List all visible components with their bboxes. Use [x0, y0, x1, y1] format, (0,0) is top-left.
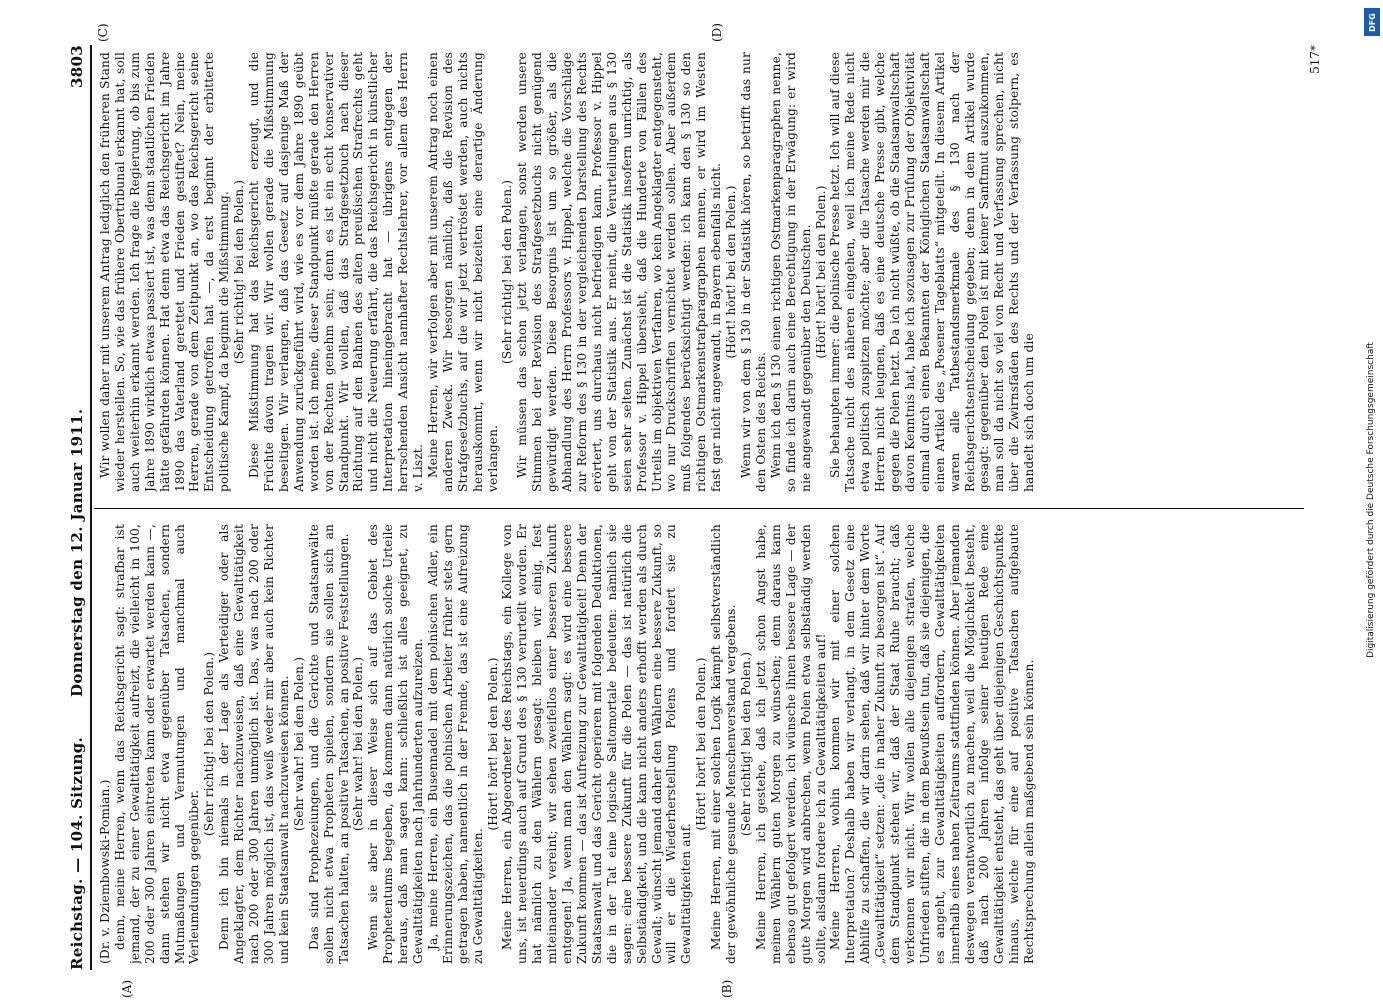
interjection: (Hört! hört! bei den Polen.)	[485, 657, 500, 831]
credit-text: Digitalisierung gefördert durch die Deutsche Forschungsgemeinschaft	[1366, 342, 1376, 658]
page-content	[60, 23, 1322, 998]
interjection: (Sehr richtig! bei den Polen.)	[500, 179, 515, 365]
paragraph: Meine Herren, wir verfolgen aber mit unserem Antrag noch einen anderen Zweck. Wir besorgen nämlich, daß die Revision des Strafgesetzbuchs, auf die wir jetzt vertröstet werden, auch nichts herauskommt, wenn wir nicht beizeiten eine derartige Änderung verlangen.	[425, 52, 500, 492]
interjection: (Sehr richtig! bei den Polen.)	[738, 651, 753, 837]
margin-marker-a: (A)	[120, 979, 134, 998]
page-header	[60, 45, 86, 970]
interjection: (Sehr richtig! bei den Polen.)	[202, 651, 217, 837]
paragraph: Wir müssen das schon jetzt verlangen, sonst werden unsere Stimmen bei der Revision des Strafgesetzbuchs nicht genügend gewürdigt werden. Diese Besorgnis ist um so größer, als die Abhandlung des Herrn Professors v. Hippel, welche die Vorschläge zur Reform des § 130 in der vergleichenden Darstellung des Rechts erörtert, uns durchaus nicht befriedigen kann. Professor v. Hippel geht von der Statistik aus. Er meint, die Verurteilungen aus § 130 seien sehr selten. Zunächst ist die Statistik insofern unrichtig, als Professor v. Hippel übersieht, daß die Hunderte von Fällen des Urteils im objektiven Verfahren, wo kein Angeklagter entgegensteht, wo nur Druckschriften vernichtet werden sollen. Aber außerdem muß folgendes berücksichtigt werden: ich kann den § 130 so den richtigen Ostmarkenstrafparagraphen nennen, er wird im Westen fast gar nicht angewandt, in Bayern ebenfalls nicht.	[515, 52, 724, 492]
page-number: 3803	[68, 45, 86, 88]
interjection: (Hört! hört! bei den Polen.)	[694, 657, 709, 831]
paragraph: Wenn wir von dem § 130 in der Statistik hören, so betrifft das nur den Osten des Reichs.	[738, 52, 768, 492]
interjection: (Sehr wahr! bei den Polen.)	[351, 656, 366, 832]
header-rule	[90, 45, 92, 970]
paragraph: Meine Herren, ich gestehe, daß ich jetzt schon Angst habe, meinen Wählern guten Morgen zu wünschen; denn daraus kann ebenso gut gefolgert werden, ich wünsche ihnen bessere Lage — der gute Morgen wird anbrechen, wenn Polen etwa selbständig werden sollte, alsdann fordere ich zu Gewalttätigkeiten auf!	[753, 524, 828, 964]
paragraph: Wenn sie aber in dieser Weise sich auf das Gebiet des Prophetentums begeben, da kommen dann natürlich solche Urteile heraus, daß man sagen kann: schließlich ist alles geeignet, zu Gewalttätigkeiten nach Jahrhunderten aufzureizen.	[366, 524, 426, 964]
column-divider	[94, 508, 1304, 509]
column-left	[98, 524, 1298, 964]
header-date: Donnerstag den 12. Januar 1911.	[68, 408, 86, 697]
header-session: Reichstag. — 104. Sitzung.	[68, 736, 86, 970]
dfg-logo	[1364, 8, 1380, 36]
interjection: (Hört! hört! bei den Polen.)	[813, 185, 828, 359]
interjection: (Hört! hört! bei den Polen.)	[724, 185, 739, 359]
margin-marker-c: (C)	[96, 23, 110, 42]
interjection: (Sehr richtig! bei den Polen.)	[232, 179, 247, 365]
paragraph: Meine Herren, ein Abgeordneter des Reichstags, ein Kollege von uns, ist neuerdings auch auf Grund des § 130 verurteilt worden. Er hat nämlich zu den Wählern gesagt: bleiben wir einig, fest miteinander vereint; wir sehen zweifellos einer besseren Zukunft entgegen! Ja, wenn man den Wählern sagt: es wird eine bessere Zukunft kommen — das ist Aufreizung zur Gewalttätigkeit! Denn der Staatsanwalt und das Gericht operieren mit folgenden Deduktionen, die in der Tat eine logische Saltomortale bedeuten: nämlich sie sagen: eine bessere Zukunft für die Polen — das ist natürlich die Selbständigkeit, und die kann nicht anders erhofft werden als durch Gewalt; wünscht jemand daher den Wählern eine bessere Zukunft, so will er die Wiederherstellung Polens und fordert sie zu Gewalttätigkeiten auf.	[500, 524, 694, 964]
interjection: (Sehr wahr! bei den Polen.)	[291, 656, 306, 832]
margin-marker-b: (B)	[720, 979, 734, 998]
paragraph: Meine Herren, wohin kommen wir mit einer solchen Interpretation? Deshalb haben wir verlangt, in dem Gesetz eine Abhilfe zu schaffen, die wir darin sehen, daß wir hinter dem Worte „Gewalttätigkeit“ setzen: „die in naher Zukunft zu besorgen ist“. Auf dem Standpunkt stehen wir, daß der Staat Ruhe braucht; daß verkennen wir nicht. Wir wollen alle diejenigen strafen, welche Unfrieden stiften, die in dem Bewußtsein tun, daß sie diejenigen, die es angeht, zur Gewalttätigkeiten auffordern, Gewalttätigkeiten innerhalb eines nahen Zeitraums stattfinden können. Aber jemanden deswegen verantwortlich zu machen, weil die Möglichkeit besteht, daß nach 200 Jahren infolge seiner heutigen Rede eine Gewalttätigkeit entsteht, das geht über diejenigen Geschichtspunkte hinaus, welche für eine auf positive Tatsachen aufgebaute Rechtsprechung allein maßgebend sein können.	[828, 524, 1037, 964]
paragraph: Das sind Prophezeiungen, und die Gerichte und Staatsanwälte sollen nicht etwa Propheten spielen, sondern sie sollen sich an Tatsachen halten, an positive Tatsachen, an positive Feststellungen.	[306, 524, 351, 964]
sheet-signature: 517*	[1308, 45, 1322, 74]
paragraph: denn, meine Herren, wenn das Reichsgericht sagt: strafbar ist jemand, der zu einer Gewalttätigkeit aufreizt, die vielleicht in 100, 200 oder 300 Jahren eintreten kann oder erwartet werden kann —, dann stehen wir nicht etwa gegenüber Tatsachen, sondern Mutmaßungen und Vermutungen und manchmal auch Verleumdungen gegenüber.	[112, 524, 202, 964]
paragraph: Denn ich bin niemals in der Lage als Verteidiger oder als Angeklagter, dem Richter nachzuweisen, daß eine Gewalttätigkeit nach 200 oder 300 Jahren unmöglich ist. Das, was nach 200 oder 300 Jahren möglich ist, das weiß weder mir aber auch kein Richter und kein Staatsanwalt nachzuweisen können.	[217, 524, 291, 964]
speaker-note: (Dr. v. Dziembowski-Pomian.)	[98, 779, 112, 964]
paragraph: Wenn ich den § 130 einen richtigen Ostmarkenparagraphen nenne, so finde ich darin auch eine Berechtigung in der Erwägung: er wird nie angewandt gegenüber den Deutschen.	[768, 52, 813, 492]
margin-marker-d: (D)	[710, 23, 724, 42]
paragraph: Ja, meine Herren, ein Busennadel mit dem polnischen Adler, ein Erinnerungszeichen, das die polnischen Arbeiter früher stets gern getragen haben, namentlich in der Fremde, das ist eine Aufreizung zu Gewalttätigkeiten.	[425, 524, 485, 964]
paragraph: Sie behaupten immer: die polnische Presse hetzt. Ich will auf diese Tatsache nicht des näheren eingehen, weil ich meine Rede nicht etwa politisch zuspitzen möchte; aber die Tatsache werden mir die Herren nicht leugnen, daß es eine deutsche Presse gibt, welche gegen die Polen hetzt. Da ich nicht wüßte, ob die Staatsanwaltschaft davon Kenntnis hat, habe ich sozusagen zur Prüfung der Objektivität einmal durch einen Bekannten der Königlichen Staatsanwaltschaft einen Artikel des „Posener Tageblatts“ mitgeteilt. In diesem Artikel waren alle Tatbestandsmerkmale des § 130 nach der Reichsgerichtsentscheidung gegeben; denn in dem Artikel wurde gesagt: gegenüber den Polen ist mit keiner Sanftmut auszukommen, man soll da nicht so viel von Recht und Verfassung sprechen, nicht über die Zwirnsfäden des Rechts und der Verfassung stolpern, es handelt sich doch um die	[828, 52, 1037, 492]
paragraph: Meine Herren, mit einer solchen Logik kämpft selbstverständlich der gewöhnliche gesunde Menschenverstand vergebens.	[709, 524, 739, 964]
paragraph: Wir wollen daher mit unserem Antrag lediglich den früheren Stand wieder herstellen. So, wie das frühere Obertribunal erkannt hat, soll auch weiterhin erkannt werden. Ich frage die Regierung, ob bis zum Jahre 1890 wirklich etwas passiert ist, was denn staatlichen Frieden hätte gefährden können. Hat denn etwa das Reichsgericht im Jahre 1890 das Vaterland gerettet und Frieden gestiftet? Nein, meine Herren, gerade von dem Zeitpunkt an, wo das Reichsgericht seine Entscheidung getroffen hat —, da erst beginnt der erbitterte politische Kampf, da beginnt die Mißstimmung.	[98, 52, 232, 492]
digitization-credit	[1360, 0, 1383, 1000]
dfg-logo-text: DFG	[1367, 12, 1377, 32]
header-right-group	[68, 45, 86, 697]
column-right	[98, 52, 1298, 492]
paragraph: Diese Mißstimmung hat das Reichsgericht erzeugt, und die Früchte davon tragen wir. Wir wollen gerade die Mißstimmung beseitigen. Wir verlangen, daß das Gesetz auf dasjenige Maß der Anwendung zurückgeführt wird, wie es vor dem Jahre 1890 geübt worden ist. Ich meine, dieser Standpunkt müßte gerade den Herren von der Rechten genehm sein; denn es ist ein echt konservativer Standpunkt. Wir wollen, daß das Strafgesetzbuch nach dieser Richtung auf den Bahnen des alten preußischen Strafrechts geht und nicht die Neuerung erfährt, die das Reichsgericht in künstlicher Interpretation hineingebracht hat — übrigens entgegen der herrschenden Ansicht namhafter Rechtslehrer, vor allem des Herrn v. Liszt.	[247, 52, 426, 492]
